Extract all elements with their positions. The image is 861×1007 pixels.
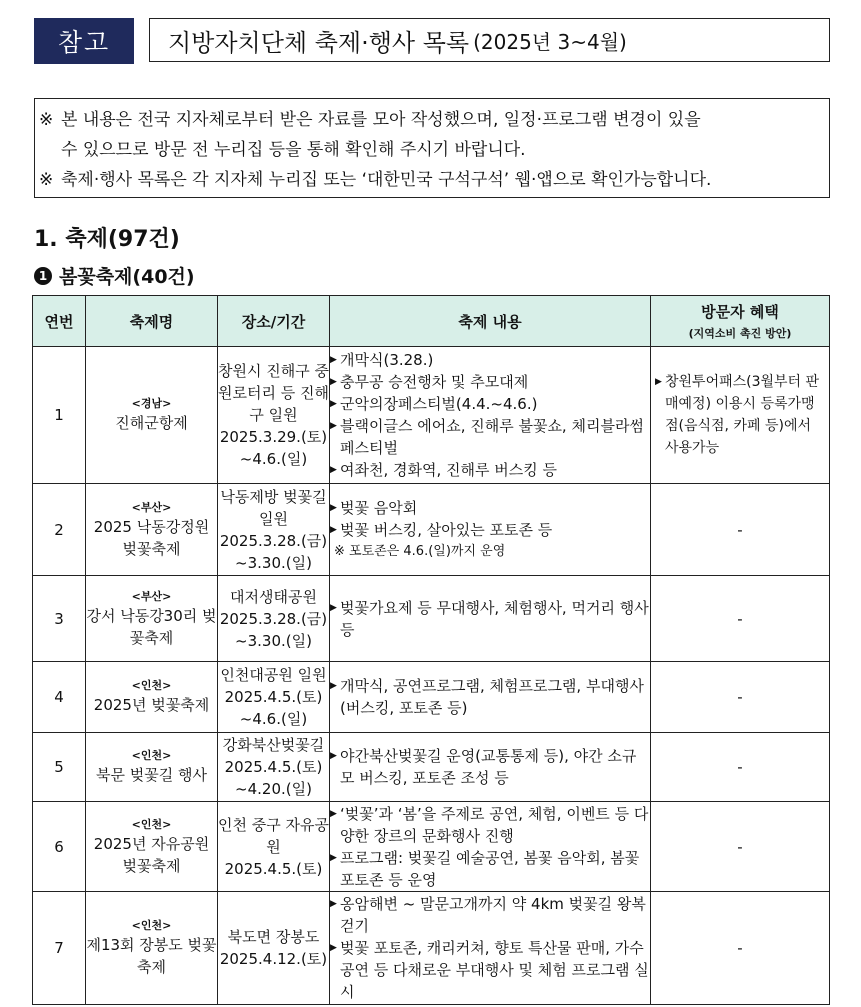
region-label: <경남> — [131, 397, 172, 410]
title-row — [34, 18, 832, 66]
triangle-bullet-icon: ▶ — [330, 399, 337, 409]
benefit-text: - — [737, 939, 743, 957]
region-label: <인천> — [131, 919, 172, 932]
triangle-bullet-icon: ▶ — [330, 852, 337, 863]
festival-name-cell — [86, 802, 218, 892]
festival-name: 강서 낙동강30리 벚꽃축제 — [86, 606, 217, 647]
header-place: 장소/기간 — [218, 296, 330, 347]
row-number: 1 — [33, 347, 86, 484]
festival-content-cell — [330, 892, 651, 1005]
reference-tag: 참고 — [34, 18, 134, 64]
festival-table — [32, 295, 830, 1005]
content-item-text: 벚꽃 음악회 — [340, 498, 418, 517]
benefit-cell — [651, 347, 830, 484]
festival-name: 진해군항제 — [115, 414, 188, 432]
content-item — [330, 847, 650, 891]
content-item-text: 벚꽃 포토존, 캐리커쳐, 향토 특산물 판매, 가수 공연 등 다채로운 부대행사 및 체험 프로그램 실시 — [340, 939, 649, 1001]
row-number: 5 — [33, 733, 86, 802]
festival-content-cell — [330, 484, 651, 576]
title-text: 지방자치단체 축제·행사 목록 — [168, 28, 470, 57]
place-text: 대저생태공원 — [230, 587, 317, 606]
festival-content-cell — [330, 802, 651, 892]
content-item — [330, 893, 650, 937]
period-text: 2025.3.29.(토) ~4.6.(일) — [219, 428, 328, 468]
content-item-text: 개막식, 공연프로그램, 체험프로그램, 부대행사(버스킹, 포토존 등) — [340, 677, 644, 717]
content-item-text: 군악의장페스티벌(4.4.~4.6.) — [340, 395, 538, 413]
benefit-text: - — [737, 688, 743, 706]
table-row — [33, 802, 830, 892]
place-text: 북도면 장봉도 — [227, 928, 320, 946]
content-item — [330, 597, 650, 641]
festival-name-cell — [86, 347, 218, 484]
place-text: 창원시 진해구 중원로터리 등 진해구 일원 — [218, 362, 329, 424]
triangle-bullet-icon: ▶ — [330, 502, 337, 513]
header-benefit-sub: (지역소비 촉진 방안) — [688, 327, 792, 340]
benefit-text: - — [737, 837, 743, 856]
notice-text-1: 본 내용은 전국 지자체로부터 받은 자료를 모아 작성했으며, 일정·프로그램 변경이 있을 — [61, 110, 701, 130]
place-period-cell — [218, 347, 330, 484]
period-text: 2025.4.5.(토) ~4.20.(일) — [224, 758, 323, 798]
benefit-text: 창원투어패스(3월부터 판매예정) 이용시 등록가맹점(음식점, 카페 등)에서 사용가능 — [665, 374, 820, 456]
region-label: <인천> — [131, 749, 172, 762]
content-item-text: 야간북산벚꽃길 운영(교통통제 등), 야간 소규모 버스킹, 포토존 조성 등 — [340, 747, 637, 787]
place-period-cell — [218, 733, 330, 802]
reference-mark: ※ — [39, 170, 54, 190]
place-text: 인천대공원 일원 — [220, 666, 327, 684]
triangle-bullet-icon: ▶ — [330, 602, 337, 613]
table-row — [33, 484, 830, 576]
content-item — [330, 415, 650, 459]
benefit-text: - — [737, 520, 743, 539]
notice-text-2: 축제·행사 목록은 각 지자체 누리집 또는 ‘대한민국 구석구석’ 웹·앱으로 확인가능합니다. — [61, 170, 712, 190]
header-benefit — [651, 296, 830, 347]
triangle-bullet-icon: ▶ — [655, 377, 662, 387]
triangle-bullet-icon: ▶ — [330, 377, 337, 387]
period-text: 2025.4.12.(토) — [219, 950, 328, 968]
period-text: 2025.3.28.(금) ~3.30.(일) — [219, 609, 328, 650]
row-number: 2 — [33, 484, 86, 576]
number-badge: 1 — [34, 267, 52, 285]
festival-name: 제13회 장봉도 벚꽃축제 — [86, 936, 217, 976]
content-item-text: 개막식(3.28.) — [340, 351, 434, 369]
festival-name-cell — [86, 484, 218, 576]
row-number: 4 — [33, 662, 86, 733]
reference-mark: ※ — [39, 110, 54, 130]
content-item — [330, 675, 650, 719]
benefit-item — [651, 371, 829, 459]
content-item — [330, 349, 650, 371]
benefit-cell — [651, 733, 830, 802]
content-item-text: 옹암해변 ~ 말문고개까지 약 4km 벚꽃길 왕복 걷기 — [340, 895, 646, 935]
content-note: ※ 포토존은 4.6.(일)까지 운영 — [334, 543, 506, 559]
row-number: 6 — [33, 802, 86, 892]
festival-name-cell — [86, 733, 218, 802]
content-item-text: ‘벚꽃’과 ‘봄’을 주제로 공연, 체험, 이벤트 등 다양한 장르의 문화행사 진행 — [340, 804, 649, 845]
notice-line-2 — [39, 165, 825, 195]
notice-line-1 — [39, 105, 825, 135]
triangle-bullet-icon: ▶ — [330, 524, 337, 535]
benefit-text: - — [737, 758, 743, 776]
place-period-cell — [218, 662, 330, 733]
table-header-row — [33, 296, 830, 347]
subsection-heading — [34, 262, 195, 289]
triangle-bullet-icon: ▶ — [330, 421, 337, 431]
content-item — [330, 745, 650, 789]
content-item-text: 벚꽃 버스킹, 살아있는 포토존 등 — [340, 520, 553, 539]
festival-name-cell — [86, 892, 218, 1005]
festival-content-cell — [330, 662, 651, 733]
region-label: <부산> — [131, 589, 172, 603]
content-item — [330, 371, 650, 393]
title-period: (2025년 3~4월) — [473, 29, 627, 54]
festival-name-cell — [86, 662, 218, 733]
region-label: <인천> — [131, 817, 172, 831]
triangle-bullet-icon: ▶ — [330, 943, 337, 953]
place-period-cell — [218, 802, 330, 892]
content-item — [330, 803, 650, 847]
header-benefit-label: 방문자 혜택 — [701, 303, 779, 321]
period-text: 2025.4.5.(토) ~4.6.(일) — [224, 688, 323, 728]
benefit-text: - — [737, 609, 743, 628]
content-item-text: 여좌천, 경화역, 진해루 버스킹 등 — [340, 461, 557, 479]
festival-name: 2025년 자유공원 벚꽃축제 — [93, 834, 210, 875]
header-name: 축제명 — [86, 296, 218, 347]
festival-name: 북문 벚꽃길 행사 — [96, 766, 207, 784]
table-row — [33, 892, 830, 1005]
benefit-cell — [651, 892, 830, 1005]
period-text: 2025.3.28.(금) ~3.30.(일) — [219, 531, 328, 572]
place-period-cell — [218, 892, 330, 1005]
content-item — [330, 937, 650, 1003]
content-item-text: 충무공 승전행차 및 추모대제 — [340, 373, 529, 391]
header-content: 축제 내용 — [330, 296, 651, 347]
row-number: 7 — [33, 892, 86, 1005]
header-no: 연번 — [33, 296, 86, 347]
table-row — [33, 576, 830, 662]
triangle-bullet-icon: ▶ — [330, 808, 337, 819]
benefit-cell — [651, 576, 830, 662]
table-row — [33, 662, 830, 733]
festival-content-cell — [330, 576, 651, 662]
benefit-cell — [651, 662, 830, 733]
festival-name: 2025년 벚꽃축제 — [93, 696, 210, 714]
benefit-cell — [651, 484, 830, 576]
content-item — [330, 393, 650, 415]
triangle-bullet-icon: ▶ — [330, 899, 337, 909]
section-heading: 1. 축제(97건) — [34, 227, 180, 252]
content-item — [330, 519, 650, 541]
place-text: 낙동제방 벚꽃길 일원 — [220, 487, 327, 528]
place-text: 인천 중구 자유공원 — [218, 815, 329, 856]
triangle-bullet-icon: ▶ — [330, 465, 337, 475]
place-period-cell — [218, 484, 330, 576]
content-item — [330, 497, 650, 519]
triangle-bullet-icon: ▶ — [330, 681, 337, 691]
content-item-text: 블랙이글스 에어쇼, 진해루 불꽃쇼, 체리블라썸페스티벌 — [340, 417, 644, 457]
notice-box — [34, 98, 830, 198]
period-text: 2025.4.5.(토) — [224, 859, 323, 878]
festival-name-cell — [86, 576, 218, 662]
benefit-cell — [651, 802, 830, 892]
festival-content-cell — [330, 733, 651, 802]
region-label: <부산> — [131, 500, 172, 514]
table-row — [33, 733, 830, 802]
content-item-text: 벚꽃가요제 등 무대행사, 체험행사, 먹거리 행사 등 — [340, 598, 649, 639]
row-number: 3 — [33, 576, 86, 662]
notice-text-1b: 수 있으므로 방문 전 누리집 등을 통해 확인해 주시기 바랍니다. — [61, 140, 526, 160]
triangle-bullet-icon: ▶ — [330, 355, 337, 365]
table-row — [33, 347, 830, 484]
place-period-cell — [218, 576, 330, 662]
region-label: <인천> — [131, 679, 172, 692]
content-item — [330, 459, 650, 481]
triangle-bullet-icon: ▶ — [330, 751, 337, 761]
content-item-text: 프로그램: 벚꽃길 예술공연, 봄꽃 음악회, 봄꽃 포토존 등 운영 — [340, 848, 640, 889]
festival-content-cell — [330, 347, 651, 484]
subsection-title: 봄꽃축제(40건) — [59, 266, 195, 288]
place-text: 강화북산벚꽃길 — [222, 736, 325, 754]
page-title — [149, 18, 830, 62]
festival-name: 2025 낙동강정원 벚꽃축제 — [93, 517, 210, 558]
